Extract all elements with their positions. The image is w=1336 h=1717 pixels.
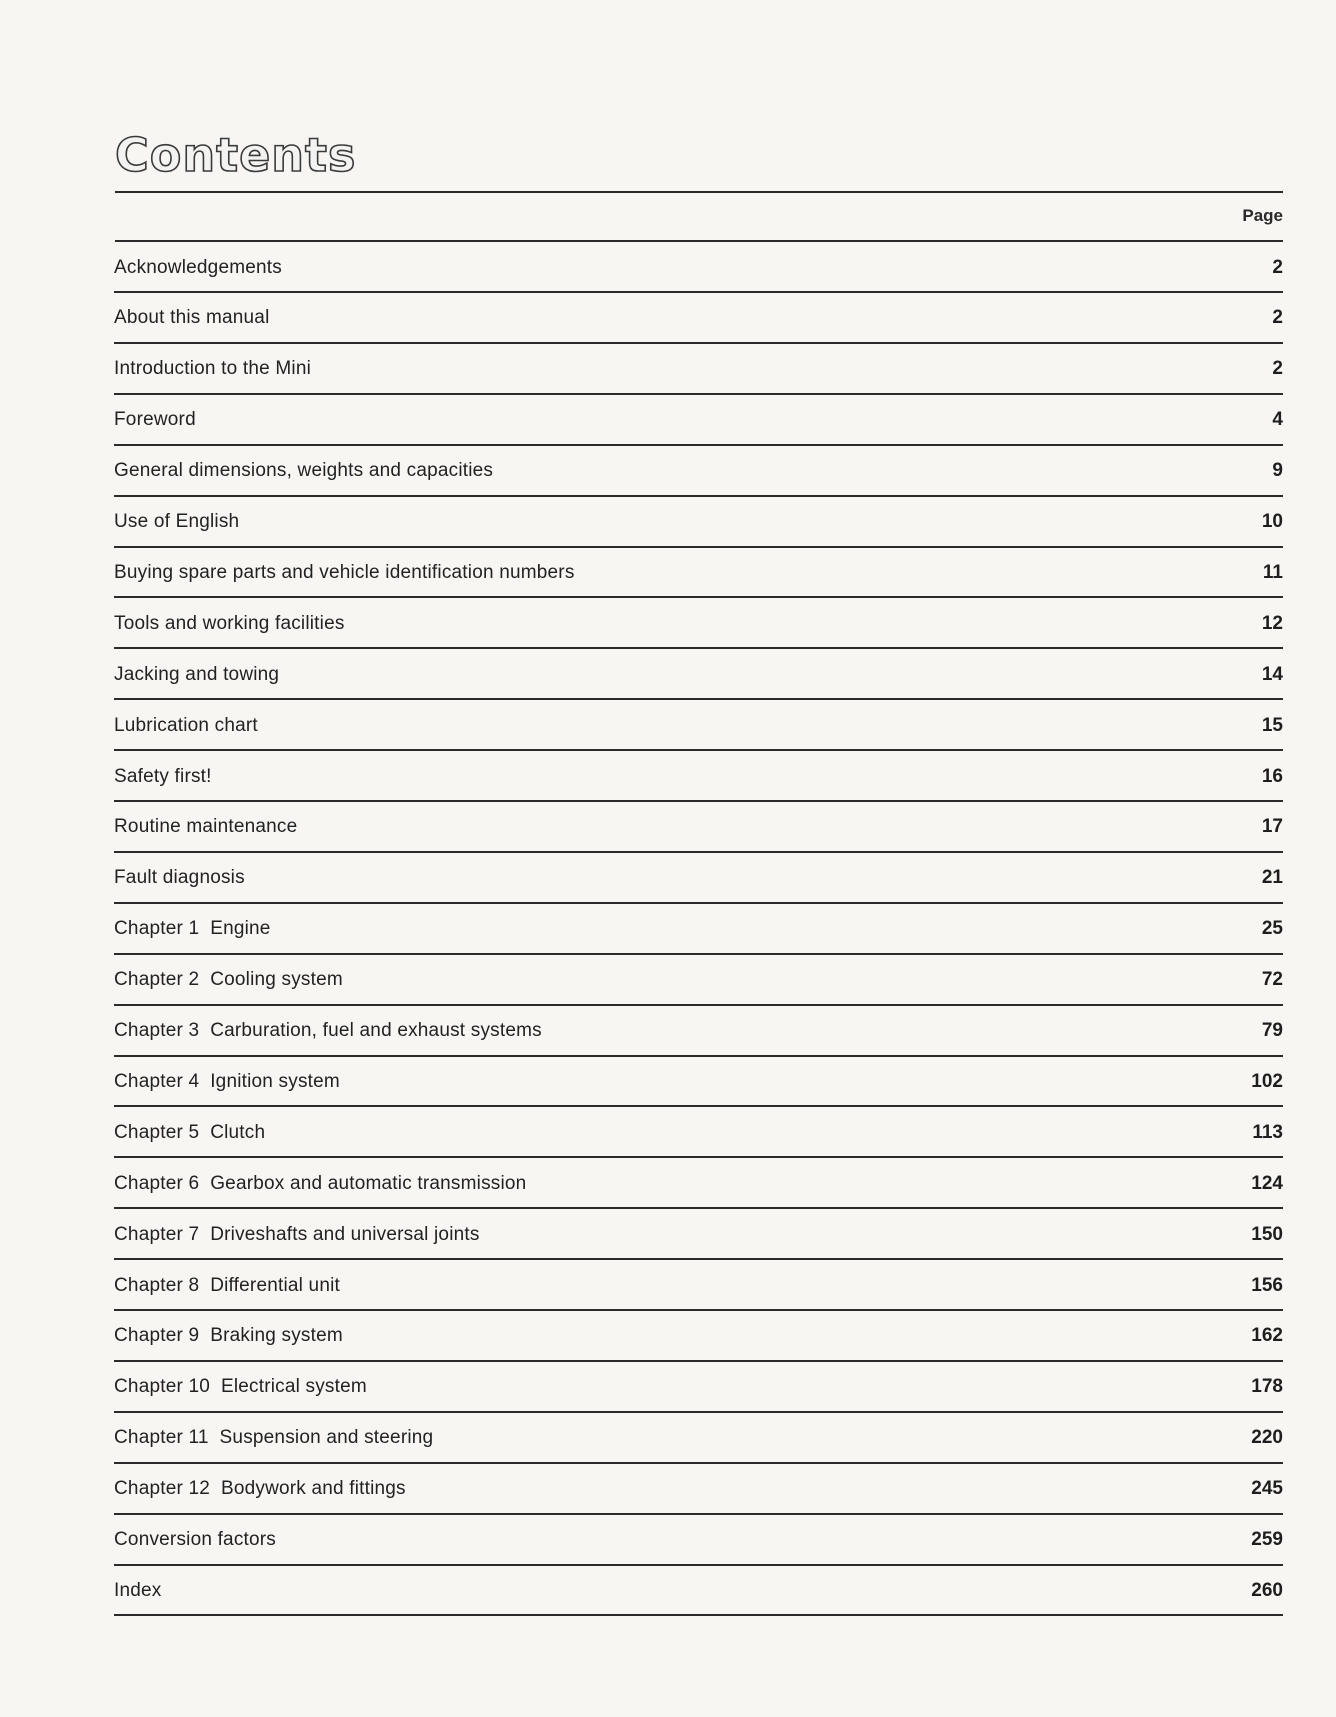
toc-entry-page: 245 — [1251, 1478, 1283, 1500]
toc-entry — [114, 751, 1283, 802]
toc-entry-title: Chapter 12 Bodywork and fittings — [114, 1478, 406, 1500]
toc-entry — [114, 1515, 1283, 1566]
toc-entry-page: 16 — [1261, 765, 1283, 787]
toc-entry-title: General dimensions, weights and capacities — [114, 460, 494, 482]
toc-entry-page: 2 — [1272, 307, 1283, 329]
toc-entry-title: Chapter 9 Braking system — [114, 1325, 343, 1347]
toc-entry — [114, 700, 1283, 751]
toc-entry-title: Use of English — [114, 511, 240, 532]
toc-entry-page: 178 — [1251, 1376, 1283, 1398]
toc-entry-page: 17 — [1261, 816, 1283, 838]
toc-entry-page: 15 — [1261, 714, 1283, 736]
toc-entry-title: Chapter 3 Carburation, fuel and exhaust systems — [114, 1020, 542, 1041]
toc-entry-title: Tools and working facilities — [114, 612, 345, 634]
toc-entry-title: Introduction to the Mini — [114, 358, 312, 380]
toc-entry-page: 162 — [1251, 1325, 1283, 1347]
toc-entry-title: Chapter 11 Suspension and steering — [114, 1427, 434, 1449]
toc-entry-page: 113 — [1252, 1121, 1283, 1143]
toc-entry-page: 150 — [1251, 1223, 1283, 1245]
toc-entry — [114, 955, 1283, 1006]
toc-entry — [114, 497, 1283, 548]
toc-entry-title: Chapter 7 Driveshafts and universal joints — [114, 1223, 480, 1245]
toc-entry-title: Fault diagnosis — [114, 867, 245, 889]
toc-entry-title: Jacking and towing — [114, 663, 280, 685]
toc-entry-page: 156 — [1251, 1274, 1283, 1296]
toc-entry — [114, 598, 1283, 649]
toc-entry-title: Chapter 1 Engine — [114, 918, 271, 940]
toc-entry — [114, 853, 1283, 904]
toc-entry-title: About this manual — [114, 307, 270, 329]
toc-entry-page: 102 — [1251, 1070, 1283, 1092]
page-column-header: Page — [1242, 206, 1283, 225]
toc-entry — [114, 1209, 1283, 1260]
toc-entry — [114, 1362, 1283, 1413]
toc-entry-page: 2 — [1272, 358, 1283, 380]
toc-entry-page: 79 — [1261, 1020, 1283, 1041]
toc-entry-page: 4 — [1272, 409, 1283, 431]
toc-entry-page: 72 — [1261, 969, 1283, 991]
toc-entry-title: Chapter 6 Gearbox and automatic transmission — [114, 1172, 527, 1194]
toc-entry — [114, 1158, 1283, 1209]
toc-entry-page: 2 — [1272, 256, 1283, 278]
toc-entry — [114, 1107, 1283, 1158]
toc-entry — [114, 395, 1283, 446]
toc-entry-page: 14 — [1261, 663, 1283, 685]
page-title: Contents — [115, 128, 357, 182]
toc-entry-title: Index — [114, 1579, 162, 1601]
toc-entry — [114, 1413, 1283, 1464]
toc-entry — [114, 1006, 1283, 1057]
toc-entry — [114, 547, 1283, 598]
toc-entry — [114, 802, 1283, 853]
toc-entry — [114, 1464, 1283, 1515]
toc-entry-page: 10 — [1261, 511, 1283, 532]
toc-entry-title: Chapter 2 Cooling system — [114, 969, 343, 991]
toc-entry-title: Buying spare parts and vehicle identification numbers — [114, 561, 575, 583]
toc-entry-title: Acknowledgements — [114, 256, 282, 278]
toc-entry-page: 259 — [1251, 1529, 1283, 1550]
toc-entry-page: 9 — [1272, 460, 1283, 482]
toc-entry — [114, 293, 1283, 344]
toc-entry — [114, 1056, 1283, 1107]
toc-entry — [114, 1565, 1283, 1616]
toc-entry-title: Foreword — [114, 409, 196, 431]
toc-entry — [114, 649, 1283, 700]
toc-entry-title: Chapter 10 Electrical system — [114, 1376, 367, 1398]
toc-entry — [114, 446, 1283, 497]
toc-entry-title: Safety first! — [114, 765, 212, 787]
toc-entry — [114, 344, 1283, 395]
toc-entry-title: Routine maintenance — [114, 816, 298, 838]
toc-entry — [114, 1260, 1283, 1311]
toc-entry-title: Chapter 4 Ignition system — [114, 1070, 340, 1092]
toc-entry-page: 21 — [1261, 867, 1283, 889]
toc-entry-page: 220 — [1251, 1427, 1283, 1449]
toc-entry-page: 25 — [1261, 918, 1283, 940]
toc-entry — [114, 242, 1283, 293]
toc-entry-page: 260 — [1251, 1579, 1283, 1601]
toc-entry-page: 124 — [1251, 1172, 1283, 1194]
toc-entry-page: 11 — [1262, 561, 1283, 583]
toc-entry-title: Chapter 8 Differential unit — [114, 1274, 340, 1296]
toc-entry-title: Chapter 5 Clutch — [114, 1121, 266, 1143]
title-rule — [115, 191, 1283, 193]
toc-entry-title: Lubrication chart — [114, 714, 258, 736]
toc-entry — [114, 1311, 1283, 1362]
toc-entry-title: Conversion factors — [114, 1529, 277, 1550]
toc-entry-page: 12 — [1261, 612, 1283, 634]
toc-entry — [114, 904, 1283, 955]
